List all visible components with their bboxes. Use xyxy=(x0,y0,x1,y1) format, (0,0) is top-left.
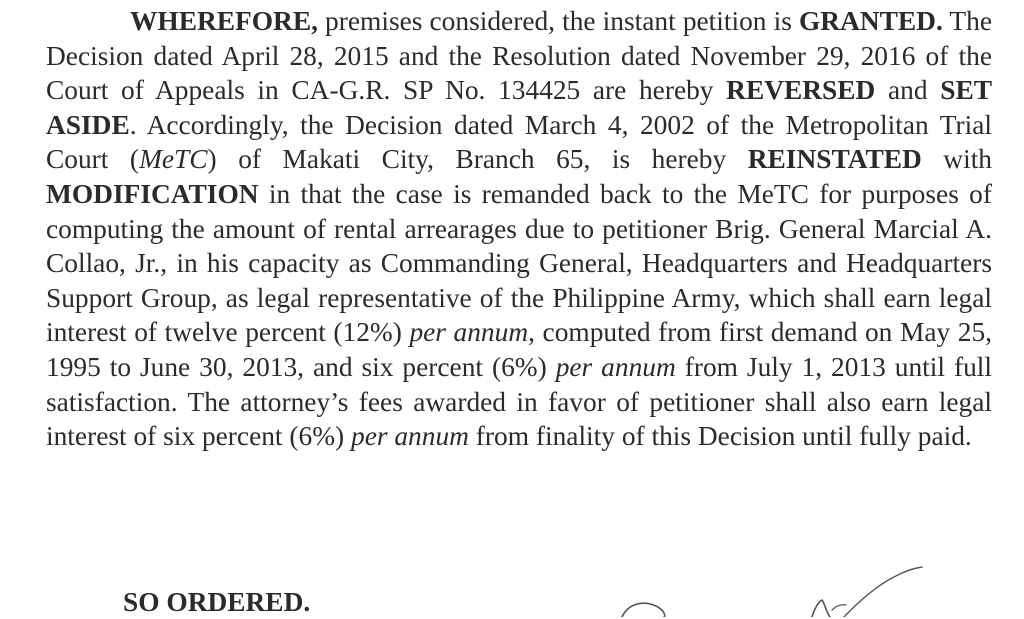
segment-per-annum: per annum xyxy=(351,421,469,452)
dispositive-paragraph xyxy=(46,4,992,454)
segment-text: , computed from first demand on May 25, 1995 to June 30, 2013, and six percent (6%) xyxy=(46,317,992,382)
so-ordered-closing: SO ORDERED. xyxy=(123,587,311,617)
segment-text: The Decision dated April 28, 2015 and the Resolution dated November 29, 2016 of the Court of Appeals in CA-G.R. SP No. 134425 are hereby xyxy=(46,6,993,106)
segment-metc: MeTC xyxy=(139,144,208,175)
segment-set-aside: SET ASIDE xyxy=(46,75,992,140)
segment-text: . Accordingly, the Decision dated March 4, 2002 of the Metropolitan Trial Court ( xyxy=(46,109,992,175)
segment-wherefore: WHEREFORE, xyxy=(130,6,318,36)
segment-text: ) of Makati City, Branch 65, is hereby xyxy=(207,144,748,175)
segment-per-annum: per annum xyxy=(409,317,529,348)
segment-text: and xyxy=(875,75,941,106)
segment-text: in that the case is remanded back to the MeTC for purposes of computing the amount of rental arrearages due to petitioner Brig. General Marcial A. Collao, Jr., in his capacity as Commanding General, Headquarters and Headquarters Support Group, as legal representative of the Philippine Army, which shall earn legal interest of twelve percent (12%) xyxy=(46,178,992,348)
segment-text: premises considered, the instant petition is xyxy=(317,6,799,36)
segment-granted: GRANTED. xyxy=(798,6,943,36)
handwritten-signature-icon xyxy=(600,560,930,617)
segment-per-annum: per annum xyxy=(555,351,676,382)
segment-reinstated: REINSTATED xyxy=(747,144,922,175)
segment-reversed: REVERSED xyxy=(726,75,876,106)
segment-text: from July 1, 2013 until full satisfaction. The attorney’s fees awarded in favor of petitioner shall also earn legal interest of six percent (6%) xyxy=(46,351,993,452)
segment-text: with xyxy=(921,144,992,175)
segment-text: from finality of this Decision until fully paid. xyxy=(468,421,972,452)
segment-modification: MODIFICATION xyxy=(46,178,259,209)
